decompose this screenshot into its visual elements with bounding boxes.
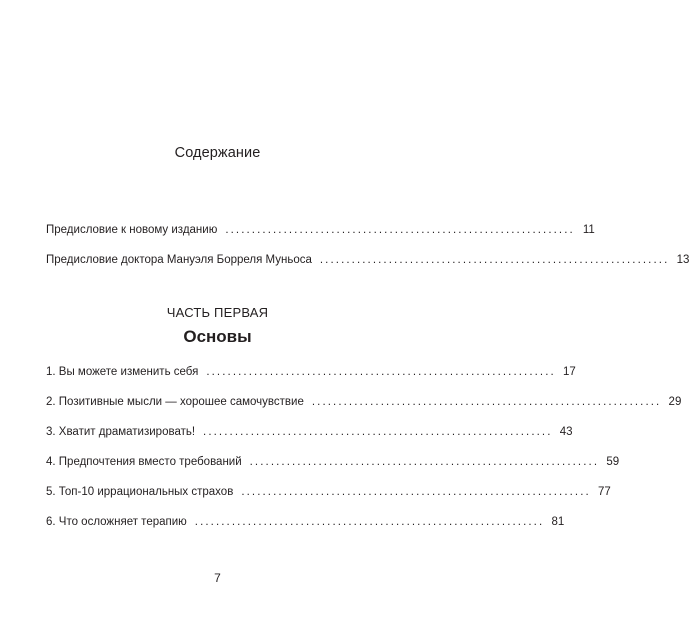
toc-entry-page: 11 [582, 224, 595, 236]
toc-entry[interactable] [46, 252, 689, 268]
toc-entry[interactable] [46, 514, 565, 530]
toc-entry[interactable] [46, 454, 620, 470]
toc-entry-title: 5. Топ-10 иррациональных страхов [46, 486, 234, 498]
toc-dot-leader: .................................................................. [311, 396, 662, 408]
toc-entry-page: 43 [559, 426, 573, 438]
toc-dot-leader: .................................................................. [319, 254, 670, 266]
contents-title: Содержание [174, 145, 261, 161]
toc-entry-title: 6. Что осложняет терапию [46, 516, 187, 528]
toc-entry-title: Предисловие доктора Мануэля Борреля Муньоса [46, 254, 312, 266]
toc-entry[interactable] [46, 484, 611, 500]
toc-dot-leader: .................................................................. [194, 516, 545, 528]
toc-entry-page: 17 [563, 366, 576, 378]
part-label: ЧАСТЬ ПЕРВАЯ [166, 305, 269, 320]
toc-entry-title: 3. Хватит драматизировать! [46, 426, 196, 438]
toc-dot-leader: .................................................................. [249, 456, 600, 468]
toc-entry-title: 1. Вы можете изменить себя [46, 366, 199, 378]
toc-entry[interactable] [46, 424, 573, 440]
toc-entry-title: Предисловие к новому изданию [46, 224, 218, 236]
toc-dot-leader: .................................................................. [225, 224, 575, 236]
toc-dot-leader: .................................................................. [206, 366, 556, 378]
toc-dot-leader: .................................................................. [241, 486, 591, 498]
toc-entry-page: 59 [606, 456, 620, 468]
toc-entry-title: 4. Предпочтения вместо требований [46, 456, 242, 468]
toc-entry-page: 77 [598, 486, 611, 498]
toc-entry-page: 29 [668, 396, 682, 408]
toc-entry-page: 13 [676, 254, 689, 266]
toc-dot-leader: .................................................................. [203, 426, 553, 438]
toc-entry-page: 81 [551, 516, 565, 528]
toc-entry-title: 2. Позитивные мысли — хорошее самочувствие [46, 396, 304, 408]
part-title: Основы [183, 327, 252, 346]
toc-entry[interactable] [46, 222, 595, 238]
page-number: 7 [214, 571, 221, 585]
toc-entry[interactable] [46, 364, 576, 380]
toc-entry[interactable] [46, 394, 682, 410]
